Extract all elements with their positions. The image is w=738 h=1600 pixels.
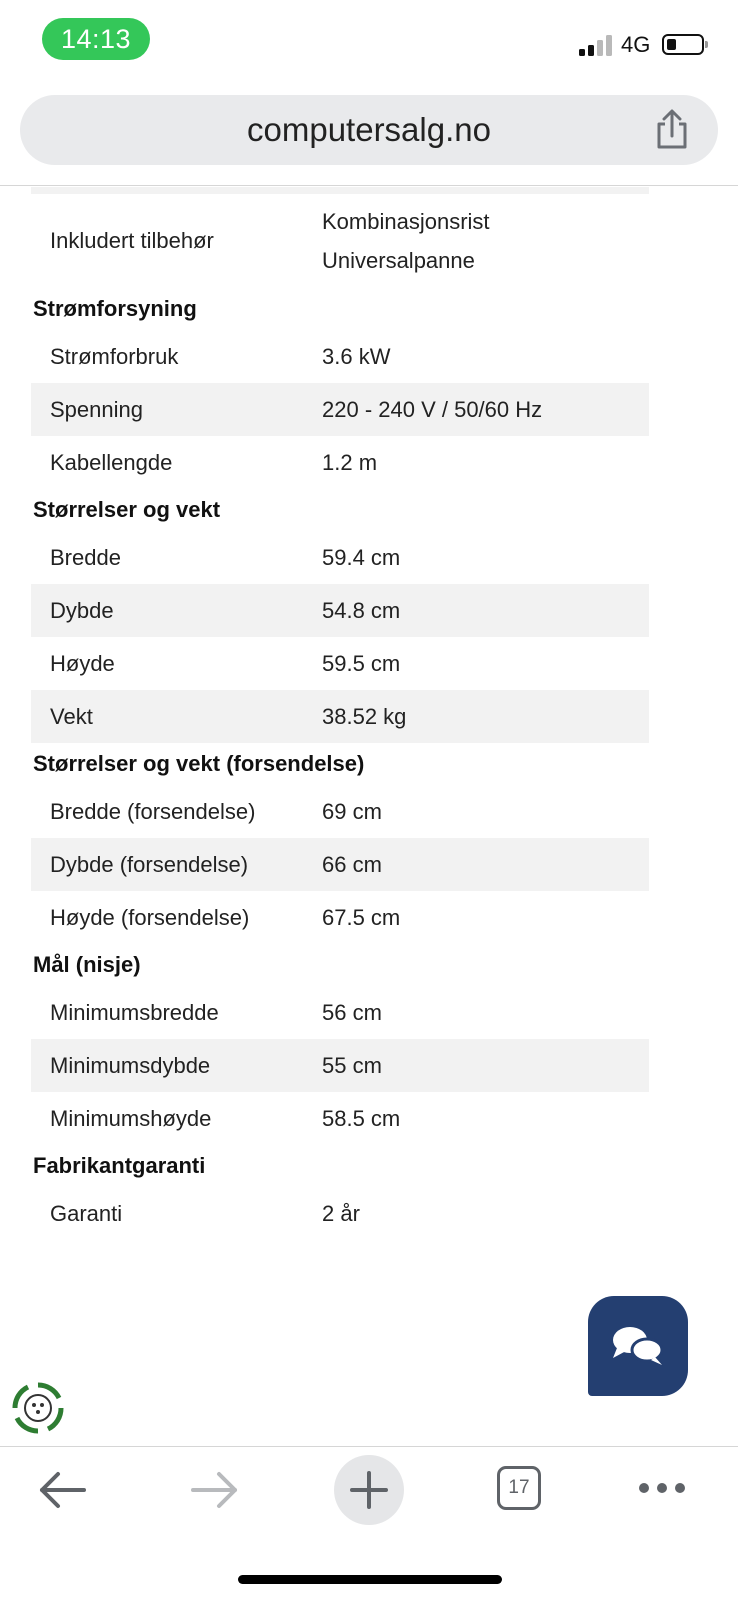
spec-label: Bredde (forsendelse) [50,799,256,824]
spec-value: 54.8 cm [322,598,401,623]
section-heading-warranty: Fabrikantgaranti [33,1153,206,1178]
spec-label: Vekt [50,704,93,729]
status-time: 14:13 [42,18,150,60]
home-indicator[interactable] [238,1575,502,1584]
spec-value [322,202,490,280]
new-tab-button[interactable] [334,1455,404,1525]
section-heading-niche: Mål (nisje) [33,952,141,977]
recycle-badge-icon[interactable] [12,1382,64,1434]
spec-value-line: Universalpanne [322,248,475,273]
back-button[interactable] [12,1447,112,1533]
chat-button[interactable] [588,1296,688,1396]
more-dots-icon [614,1447,714,1533]
spec-value: 3.6 kW [322,344,391,369]
spec-row [31,531,649,584]
spec-value: 59.5 cm [322,651,401,676]
spec-row [31,1039,649,1092]
more-menu-button[interactable] [614,1447,714,1533]
spec-row [31,436,649,489]
spec-label: Høyde [50,651,115,676]
spec-value: 38.52 kg [322,704,407,729]
network-type: 4G [621,32,651,57]
spec-label: Minimumsbredde [50,1000,219,1025]
spec-row [31,785,649,838]
spec-value: 220 - 240 V / 50/60 Hz [322,397,543,422]
plus-icon [334,1455,404,1525]
spec-row [31,584,649,637]
spec-label: Minimumshøyde [50,1106,212,1131]
spec-row [31,383,649,436]
spec-label: Dybde [50,598,114,623]
battery-icon [662,34,704,55]
forward-button[interactable] [165,1447,265,1533]
spec-row [31,637,649,690]
spec-value: 59.4 cm [322,545,401,570]
arrow-left-icon [12,1447,112,1533]
spec-row [31,1187,649,1240]
spec-value: 56 cm [322,1000,382,1025]
address-bar[interactable] [20,95,718,165]
status-bar [0,0,738,80]
spec-row [31,330,649,383]
address-bar-divider [0,185,738,186]
section-heading-dimensions: Størrelser og vekt [33,497,221,522]
spec-row [31,986,649,1039]
spec-value: 58.5 cm [322,1106,401,1131]
spec-label: Minimumsdybde [50,1053,211,1078]
spec-label: Spenning [50,397,143,422]
section-heading-power: Strømforsyning [33,296,197,321]
spec-value: 1.2 m [322,450,378,475]
spec-value: 2 år [322,1201,360,1226]
previous-row-edge [31,187,649,194]
spec-value: 69 cm [322,799,382,824]
spec-label: Høyde (forsendelse) [50,905,250,930]
spec-label: Bredde [50,545,121,570]
spec-value: 55 cm [322,1053,382,1078]
spec-row [31,891,649,944]
spec-row [31,690,649,743]
arrow-right-icon [165,1447,265,1533]
spec-label: Strømforbruk [50,344,179,369]
browser-toolbar [0,1447,738,1547]
spec-label: Kabellengde [50,450,173,475]
share-icon[interactable] [652,109,692,151]
spec-row-included-accessories [31,194,649,288]
spec-label: Inkludert tilbehør [50,228,214,253]
tab-count-button[interactable]: 17 [497,1466,541,1510]
spec-label: Dybde (forsendelse) [50,852,249,877]
spec-label: Garanti [50,1201,123,1226]
spec-value-line: Kombinasjonsrist [322,209,490,234]
url-text[interactable]: computersalg.no [247,111,491,148]
chat-bubbles-icon [611,1324,665,1368]
spec-table [0,194,738,1240]
spec-value: 67.5 cm [322,905,401,930]
cellular-signal-icon [579,34,613,56]
spec-value: 66 cm [322,852,382,877]
spec-row [31,1092,649,1145]
section-heading-shipping-dimensions: Størrelser og vekt (forsendelse) [33,751,365,776]
spec-row [31,838,649,891]
